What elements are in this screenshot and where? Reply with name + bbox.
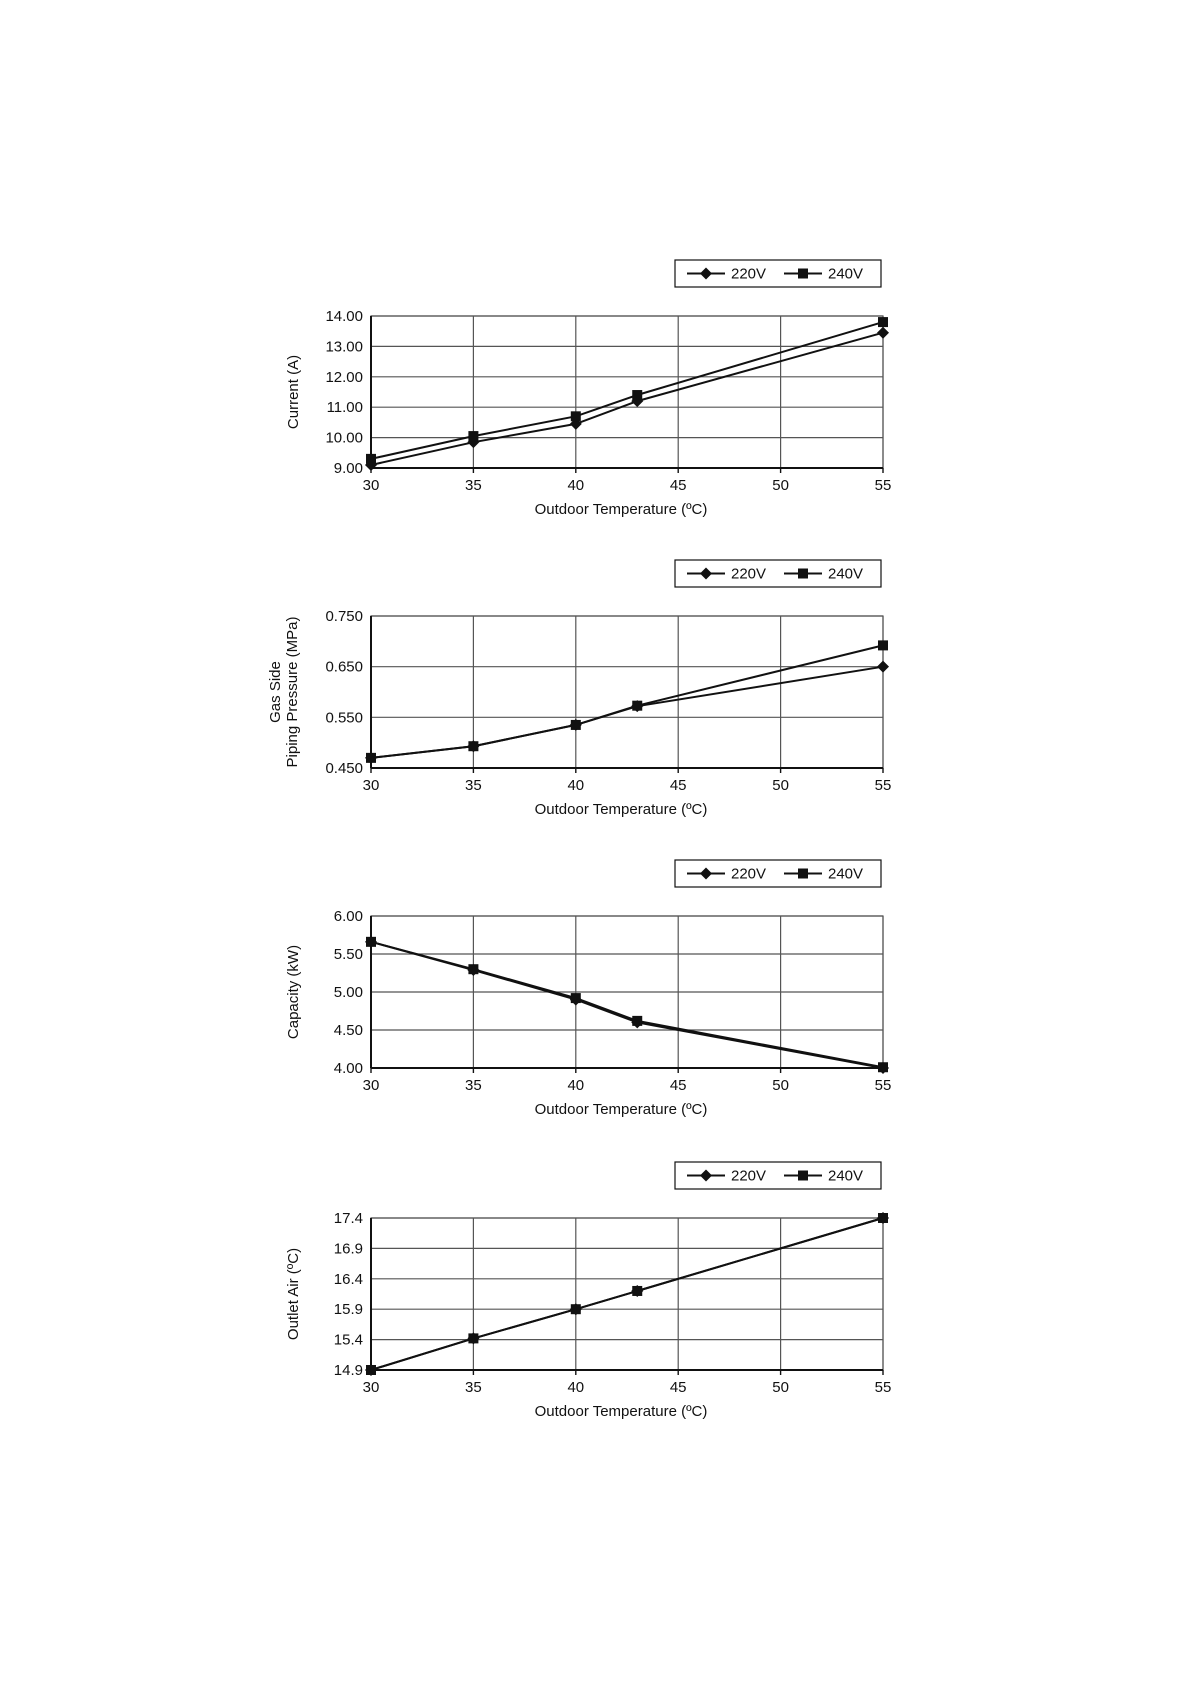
series-line-220V (371, 942, 883, 1068)
x-axis-title: Outdoor Temperature (ºC) (534, 1403, 708, 1420)
legend-marker-240V (798, 1171, 808, 1181)
legend-label-240V: 240V (828, 1167, 864, 1185)
y-tick-label: 16.9 (333, 1240, 363, 1258)
x-tick-label: 35 (465, 1077, 482, 1094)
x-axis-title: Outdoor Temperature (ºC) (534, 801, 708, 818)
data-point-240V (571, 720, 581, 730)
y-tick-label: 5.50 (333, 946, 363, 963)
y-tick-label: 4.00 (333, 1060, 363, 1077)
data-point-240V (878, 640, 888, 650)
series-line-240V (371, 1218, 883, 1370)
x-tick-label: 45 (669, 1379, 687, 1396)
y-tick-label: 17.4 (333, 1210, 363, 1227)
x-tick-label: 30 (362, 1379, 380, 1396)
x-tick-label: 50 (772, 477, 789, 494)
y-tick-label: 14.9 (333, 1362, 363, 1379)
legend-marker-240V (798, 869, 808, 879)
data-point-240V (632, 1016, 642, 1026)
y-tick-label: 16.4 (333, 1270, 363, 1288)
y-axis-title: Capacity (kW) (285, 944, 302, 1040)
line-chart-2 (0, 560, 1190, 860)
x-tick-label: 30 (362, 777, 380, 794)
x-tick-label: 35 (465, 1379, 482, 1396)
x-tick-label: 50 (772, 777, 789, 794)
plot-frame (371, 316, 883, 468)
data-point-240V (632, 1286, 642, 1296)
x-tick-label: 45 (669, 777, 687, 794)
series-line-240V (371, 322, 883, 459)
data-point-240V (366, 1365, 376, 1375)
legend-marker-240V (798, 269, 808, 279)
data-point-240V (632, 390, 642, 400)
chart-legend (675, 1162, 881, 1189)
y-tick-label: 0.750 (325, 608, 363, 625)
data-point-240V (632, 701, 642, 711)
x-tick-label: 40 (567, 777, 585, 794)
y-axis-title: Piping Pressure (MPa) (284, 616, 301, 768)
y-tick-label: 4.50 (333, 1022, 363, 1039)
y-tick-label: 15.4 (333, 1331, 363, 1349)
data-point-240V (571, 411, 581, 421)
data-point-240V (366, 753, 376, 763)
x-tick-label: 55 (874, 477, 892, 494)
x-tick-label: 35 (465, 777, 482, 794)
chart-legend (675, 560, 881, 587)
x-axis-title: Outdoor Temperature (ºC) (534, 501, 708, 518)
y-tick-label: 0.450 (325, 760, 363, 777)
x-tick-label: 40 (567, 1379, 585, 1396)
data-point-240V (571, 1304, 581, 1314)
x-tick-label: 30 (362, 477, 380, 494)
data-point-240V (878, 1062, 888, 1072)
x-tick-label: 55 (874, 1077, 892, 1094)
data-point-240V (366, 937, 376, 947)
x-tick-label: 50 (772, 1077, 789, 1094)
y-tick-label: 11.00 (326, 399, 363, 417)
data-point-220V (877, 327, 889, 339)
legend-marker-240V (798, 569, 808, 579)
legend-label-240V: 240V (828, 265, 864, 283)
x-axis-title: Outdoor Temperature (ºC) (534, 1101, 708, 1118)
data-point-240V (468, 741, 478, 751)
y-tick-label: 13.00 (325, 338, 363, 356)
x-tick-label: 45 (669, 1077, 687, 1094)
y-tick-label: 15.9 (333, 1301, 363, 1319)
y-tick-label: 14.00 (325, 308, 363, 325)
line-chart-1 (0, 260, 1190, 560)
series-line-240V (371, 645, 883, 758)
y-axis-title: Current (A) (285, 354, 302, 430)
legend-label-240V: 240V (828, 565, 864, 583)
y-tick-label: 0.550 (325, 709, 363, 727)
y-axis-title: Gas Side (267, 661, 284, 723)
data-point-240V (468, 964, 478, 974)
data-point-240V (878, 317, 888, 327)
y-tick-label: 9.00 (333, 460, 363, 477)
y-tick-label: 5.00 (333, 984, 363, 1001)
x-tick-label: 50 (772, 1379, 789, 1396)
line-chart-3 (0, 860, 1190, 1160)
x-tick-label: 35 (465, 477, 482, 494)
x-tick-label: 55 (874, 1379, 892, 1396)
series-line-220V (371, 667, 883, 758)
data-point-240V (878, 1213, 888, 1223)
chart-legend (675, 260, 881, 287)
y-tick-label: 12.00 (325, 368, 363, 386)
x-tick-label: 45 (669, 477, 687, 494)
y-tick-label: 0.650 (325, 658, 363, 676)
x-tick-label: 30 (362, 1077, 380, 1094)
line-chart-4 (0, 1162, 1190, 1462)
data-point-240V (366, 454, 376, 464)
legend-label-220V: 220V (731, 565, 767, 583)
x-tick-label: 40 (567, 477, 585, 494)
legend-label-240V: 240V (828, 865, 864, 883)
x-tick-label: 40 (567, 1077, 585, 1094)
series-line-240V (371, 942, 883, 1067)
legend-label-220V: 220V (731, 865, 767, 883)
data-point-240V (468, 1333, 478, 1343)
y-axis-title: Outlet Air (ºC) (285, 1247, 302, 1341)
legend-label-220V: 220V (731, 265, 767, 283)
data-point-220V (877, 661, 889, 673)
data-point-240V (468, 431, 478, 441)
data-point-240V (571, 993, 581, 1003)
x-tick-label: 55 (874, 777, 892, 794)
plot-frame (371, 616, 883, 768)
y-tick-label: 6.00 (333, 908, 363, 925)
y-tick-label: 10.00 (325, 429, 363, 447)
chart-legend (675, 860, 881, 887)
legend-label-220V: 220V (731, 1167, 767, 1185)
